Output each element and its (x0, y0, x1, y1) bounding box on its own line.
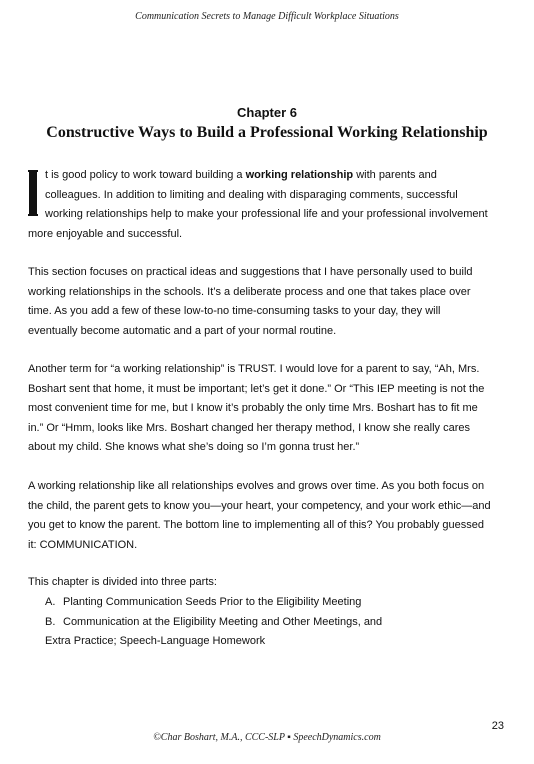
paragraph-3-line: Another term for “a working relationship” is TRUST. I would love for a parent to say, “Ah, Mrs. (28, 363, 480, 375)
paragraph-3-line: Boshart sent that home, it must be important; let’s get it done.” Or “This IEP meeting is not the (28, 382, 485, 395)
paragraph-1-line-1-pre: t is good policy to work toward building a (45, 169, 246, 181)
paragraph-4 (28, 477, 504, 555)
paragraph-3-line: about my child. She knows what she’s doing so I’m gonna trust her.” (28, 441, 360, 453)
paragraph-3-line: most convenient time for me, but I know it’s probably the only time Mrs. Boshart has to fit me (28, 402, 478, 414)
paragraph-3 (28, 360, 504, 458)
paragraph-1-line-2: colleagues. In addition to limiting and dealing with disparaging comments, successful (45, 188, 458, 201)
paragraph-3-line: in.” Or “Hmm, looks like Mrs. Boshart changed her therapy method, I know she really cares (28, 421, 471, 434)
paragraph-4-line: the child, the parent gets to know you—your heart, your competency, and your work ethic—and (28, 499, 491, 512)
chapter-parts-intro: This chapter is divided into three parts: (28, 576, 217, 588)
chapter-parts-list (28, 593, 504, 652)
list-item-continuation: Extra Practice; Speech-Language Homework (45, 635, 266, 647)
paragraph-4-line: A working relationship like all relationships evolves and grows over time. As you both focus on (28, 480, 485, 492)
paragraph-2 (28, 263, 504, 341)
paragraph-2-line: eventually become automatic and a part of your normal routine. (28, 324, 337, 337)
page-number: 23 (491, 720, 504, 732)
paragraph-2-line: working relationships in the schools. It’s a deliberate process and one that takes place over (28, 285, 471, 298)
paragraph-2-line: time. As you add a few of these low-to-no time-consuming tasks to your day, they will (28, 305, 441, 317)
chapter-label: Chapter 6 (237, 105, 297, 120)
paragraph-1-line-3: working relationships help to make your professional life and your professional involvement (45, 208, 488, 220)
list-item-text: Communication at the Eligibility Meeting and Other Meetings, and (63, 615, 383, 628)
paragraph-1-line-1-post: with parents and (353, 169, 437, 181)
list-item (28, 593, 504, 613)
chapter-title: Constructive Ways to Build a Professional Working Relationship (46, 124, 488, 141)
paragraph-4-line: you get to know the parent. The bottom line to implementing all of this? You probably guessed (28, 519, 484, 531)
list-item (28, 613, 504, 633)
paragraph-1 (28, 166, 504, 244)
running-header: Communication Secrets to Manage Difficult Workplace Situations (135, 11, 399, 22)
paragraph-1-line-4: more enjoyable and successful. (28, 227, 183, 240)
bold-term: working relationship (245, 169, 354, 181)
footer-credit: ©Char Boshart, M.A., CCC-SLP ▪ SpeechDynamics.com (153, 732, 381, 743)
paragraph-2-line: This section focuses on practical ideas and suggestions that I have personally used to build (28, 266, 473, 278)
paragraph-1-line-1 (28, 166, 504, 186)
paragraph-4-line: it: COMMUNICATION. (28, 538, 138, 551)
list-item-text: Planting Communication Seeds Prior to the Eligibility Meeting (63, 596, 362, 608)
list-item-letter: A. (45, 596, 56, 608)
list-item-letter: B. (45, 615, 56, 628)
